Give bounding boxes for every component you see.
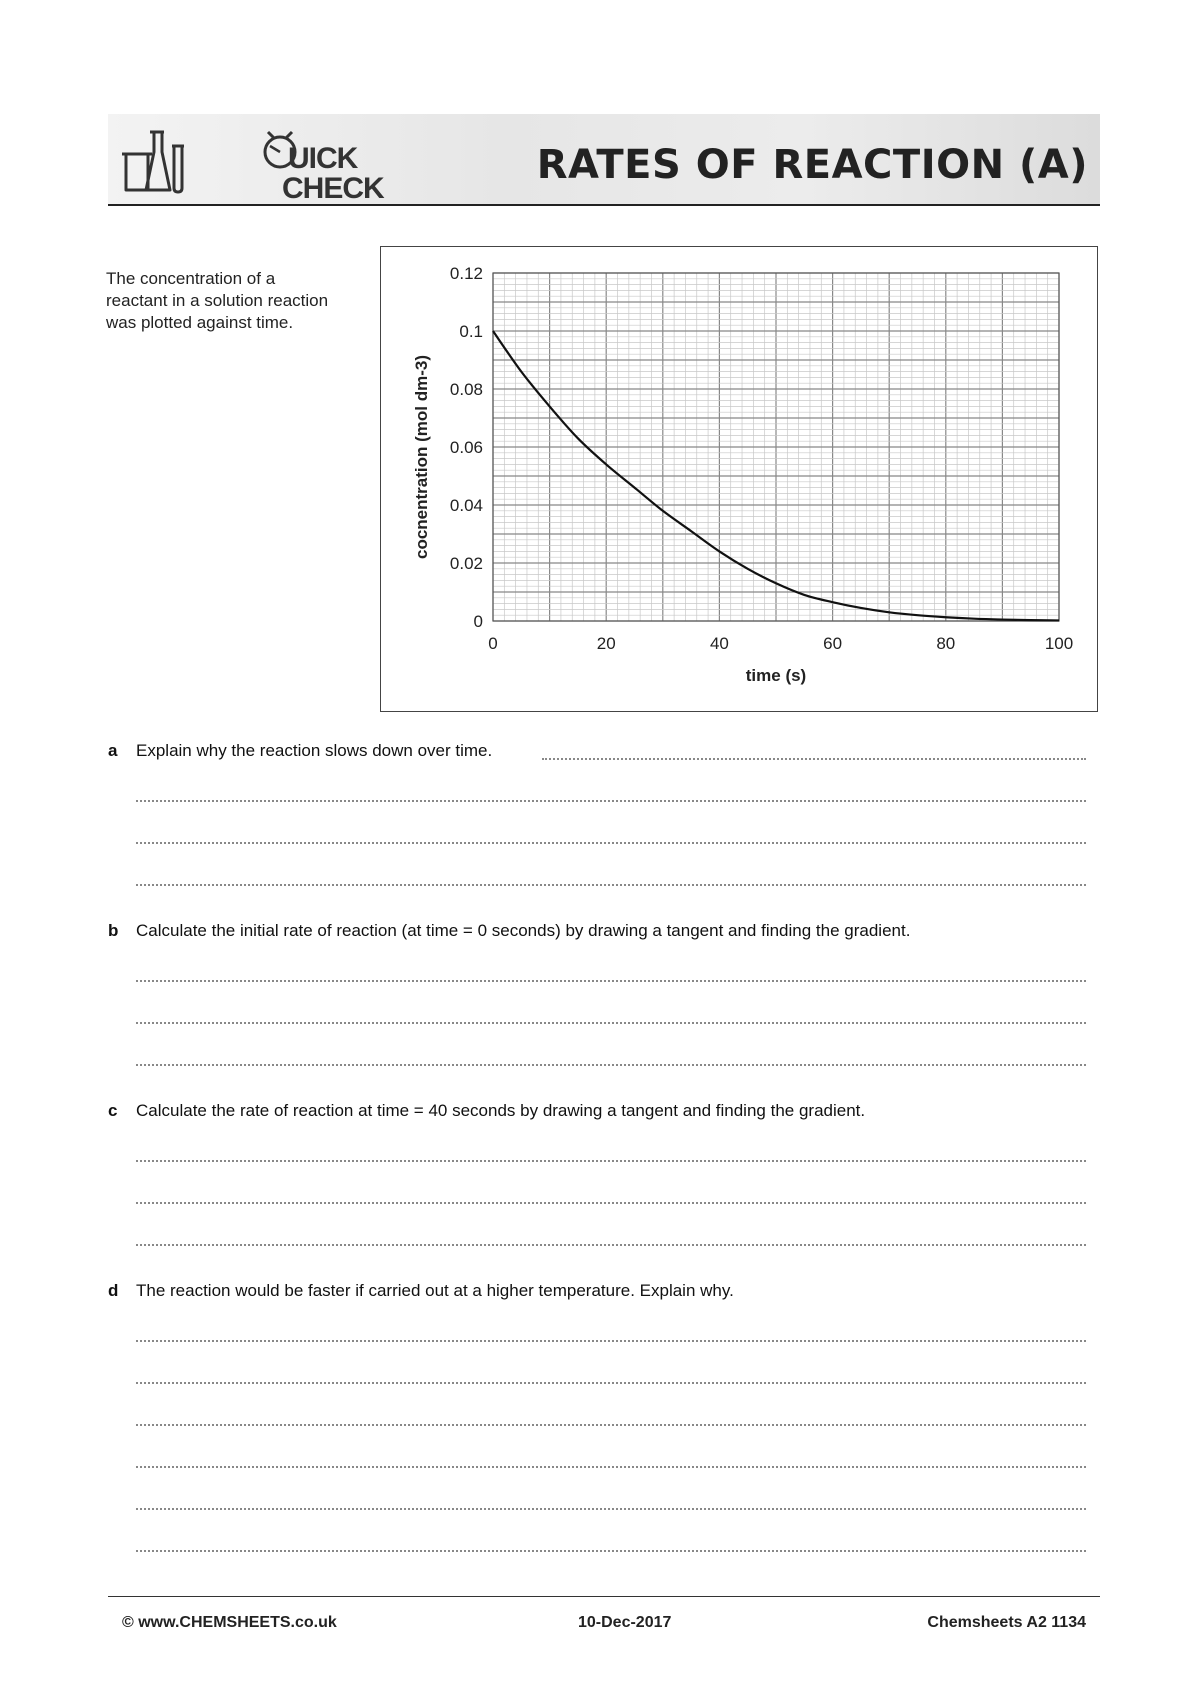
y-tick-label: 0.06 (449, 438, 483, 457)
question-d (108, 1281, 734, 1301)
answer-line[interactable] (136, 884, 1086, 886)
y-tick-label: 0.08 (449, 380, 483, 399)
x-tick-label: 0 (488, 634, 498, 653)
question-text: Explain why the reaction slows down over time. (136, 741, 493, 760)
x-tick-label: 80 (936, 634, 956, 653)
x-tick-label: 60 (823, 634, 843, 653)
y-tick-label: 0.02 (449, 554, 483, 573)
question-text: The reaction would be faster if carried out at a higher temperature. Explain why. (136, 1281, 734, 1300)
answer-line[interactable] (136, 1202, 1086, 1204)
question-letter: a (108, 741, 118, 760)
question-text: Calculate the rate of reaction at time = 40 seconds by drawing a tangent and finding the gradient. (136, 1101, 866, 1120)
x-axis-label: time (s) (745, 666, 807, 685)
answer-line[interactable] (136, 1508, 1086, 1510)
question-a (108, 741, 492, 761)
x-tick-label: 100 (1044, 634, 1074, 653)
answer-line[interactable] (542, 758, 1086, 760)
answer-line[interactable] (136, 842, 1086, 844)
y-tick-label: 0.04 (449, 496, 483, 515)
answer-line[interactable] (136, 1424, 1086, 1426)
page-title: RATES OF REACTION (A) (536, 142, 1088, 188)
answer-line[interactable] (136, 1466, 1086, 1468)
answer-line[interactable] (136, 1550, 1086, 1552)
question-text: Calculate the initial rate of reaction (at time = 0 seconds) by drawing a tangent and finding the gradient. (136, 921, 911, 940)
answer-line[interactable] (136, 1022, 1086, 1024)
question-letter: c (108, 1101, 118, 1120)
answer-line[interactable] (136, 1064, 1086, 1066)
x-tick-label: 20 (596, 634, 616, 653)
question-c (108, 1101, 865, 1121)
footer-sheet-id: Chemsheets A2 1134 (927, 1614, 1086, 1631)
question-b (108, 921, 910, 941)
chart-grid (493, 273, 1059, 621)
question-letter: d (108, 1281, 119, 1300)
y-tick-label: 0.1 (459, 322, 483, 341)
answer-line[interactable] (136, 1340, 1086, 1342)
answer-line[interactable] (136, 980, 1086, 982)
footer-divider (108, 1596, 1100, 1597)
brand-line-2: CHECK (282, 172, 384, 205)
answer-line[interactable] (136, 1244, 1086, 1246)
intro-text: The concentration of a reactant in a solution reaction was plotted against time. (106, 269, 329, 332)
y-tick-label: 0 (473, 612, 483, 631)
page-header (108, 114, 1100, 206)
concentration-time-chart (381, 247, 1097, 711)
answer-line[interactable] (136, 1160, 1086, 1162)
chart-frame (380, 246, 1098, 712)
footer-copyright: © www.CHEMSHEETS.co.uk (122, 1614, 337, 1631)
brand-line-1: UICK (288, 142, 358, 175)
answer-line[interactable] (136, 800, 1086, 802)
x-tick-label: 40 (709, 634, 729, 653)
beaker-logo-icon (120, 124, 190, 196)
y-axis-label: cocnentration (mol dm-3) (412, 354, 431, 560)
footer-date: 10-Dec-2017 (578, 1614, 672, 1631)
question-letter: b (108, 921, 119, 940)
answer-line[interactable] (136, 1382, 1086, 1384)
y-tick-label: 0.12 (449, 264, 483, 283)
